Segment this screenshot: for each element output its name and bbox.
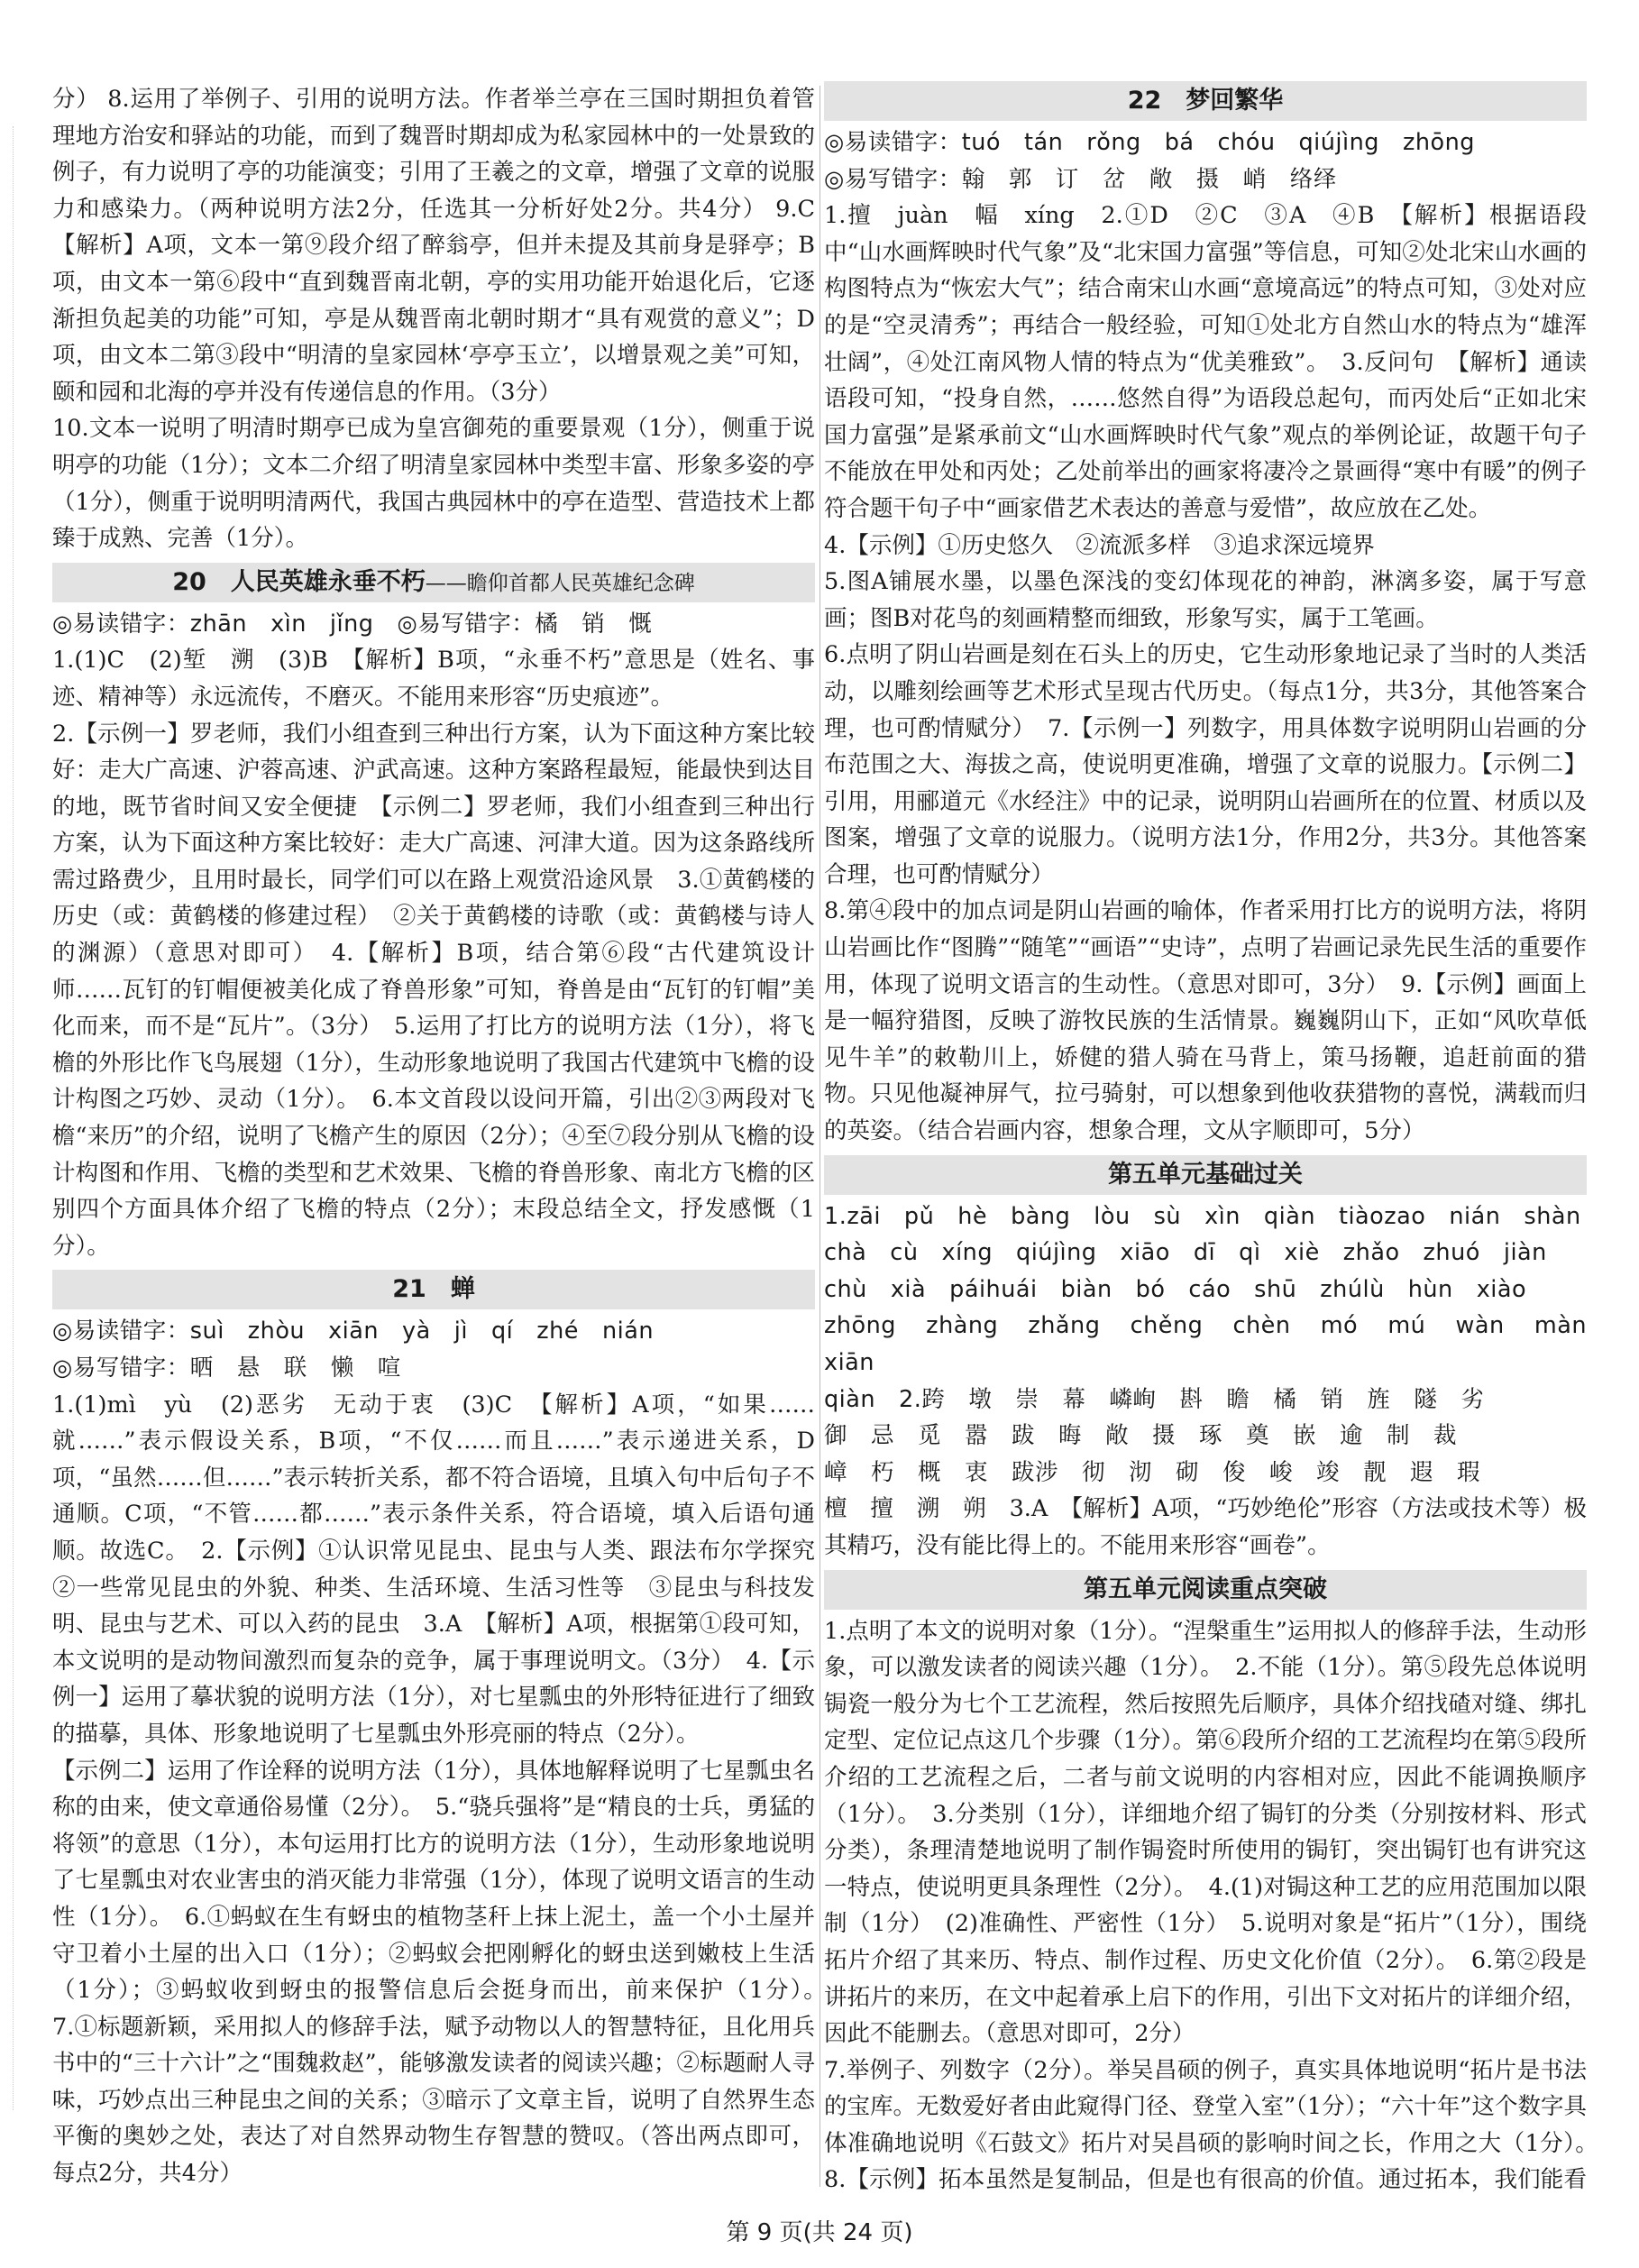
answer-text: 6.点明了阴山岩画是刻在石头上的历史，它生动形象地记录了当时的人类活动，以雕刻绘画等艺术形式呈现古代历史。（每点1分，共3分，其他答案合理，也可酌情赋分） 7.【示例一】列数字，用具体数字说明阴山岩画的分布范围之大、海拔之高，使说明更准确，增强了文章的说服力。【示例二】引用，用郦道元《水经注》中的记录，说明阴山岩画所在的位置、材质以及图案，增强了文章的说服力。（说明方法1分，作用2分，共3分。其他答案合理，也可酌情赋分） (824, 641, 1587, 888)
section-title: 第五单元阅读重点突破 (1084, 1575, 1327, 1603)
section-title: 21 蝉 (392, 1275, 475, 1304)
answer-text: 8.第④段中的加点词是阴山岩画的喻体，作者采用打比方的说明方法，将阴山岩画比作“图腾”“随笔”“画语”“史诗”，点明了岩画记录先民生活的重要作用，体现了说明文语言的生动性。（意思对即可，3分） 9.【示例】画面上是一幅狩猎图，反映了游牧民族的生活情景。巍巍阴山下，正如“风吹草低见牛羊”的敕勒川上，娇健的猎人骑在马背上，策马扬鞭，追赶前面的猎物。只见他凝神屏气，拉弓骑射，可以想象到他收获猎物的喜悦，满载而归的英姿。（结合岩画内容，想象合理，文从字顺即可，5分） (824, 897, 1587, 1145)
answer-text: 1.(1)mì yù (2)恶劣 无动于衷 (3)C 【解析】A项，“如果……就……”表示假设关系，B项，“不仅……而且……”表示递进关系，D项，“虽然……但……”表示转折关系，都不符合语境，且填入句中后句子不通顺。C项，“不管……都……”表示条件关系，符合语境，填入后语句通顺。故选C。 2.【示例】①认识常见昆虫、昆虫与人类、跟法布尔学探究 ②一些常见昆虫的外貌、种类、生活环境、生活习性等 ③昆虫与科技发明、昆虫与艺术、可以入药的昆虫 3.A 【解析】A项，根据第①段可知，本文说明的是动物间激烈而复杂的竞争，属于事理说明文。（3分） 4.【示例一】运用了摹状貌的说明方法（1分），对七星瓢虫的外形特征进行了细致的描摹，具体、形象地说明了七星瓢虫外形亮丽的特点（2分）。 (52, 1391, 815, 1748)
error-prone-writing: ◎易写错字：晒 悬 联 懒 喧 (52, 1354, 401, 1382)
character-line: 御 忌 觅 嚣 跋 晦 敞 摄 琢 奠 嵌 逾 制 裁 (824, 1422, 1458, 1450)
pinyin-line: chù xià páihuái biàn bó cáo shū zhúlù hùn xiào (824, 1275, 1527, 1303)
error-prone-reading: ◎易读错字：tuó tán rǒng bá chóu qiújìng zhōng (824, 129, 1475, 156)
section-heading-21 (52, 1270, 815, 1309)
error-prone-words: ◎易读错字：zhān xìn jǐng ◎易写错字：橘 销 慨 (52, 610, 653, 638)
pinyin-line: 1.zāi pǔ hè bàng lòu sù xìn qiàn tiàozao nián shàn (824, 1202, 1581, 1230)
section-heading-unit5-basics (824, 1155, 1587, 1195)
answer-text: 7.举例子、列数字（2分）。举吴昌硕的例子，真实具体地说明“拓片是书法的宝库。无数爱好者由此窥得门径、登堂入室”（1分）；“六十年”这个数字具体准确地说明《石鼓文》拓片对吴昌硕的影响时间之长，作用之大（1分）。 8.【示例】拓本虽然是复制品，但是也有很高的价值。通过拓本，我们能看 (824, 2056, 1587, 2194)
pinyin-line: zhōng zhàng zhǎng chěng chèn mó mú wàn màn xiān (824, 1312, 1587, 1376)
answer-text: 5.图A铺展水墨，以墨色深浅的变幻体现花的神韵，淋漓多姿，属于写意画；图B对花鸟的刻画精整而细致，形象写实，属于工笔画。 (824, 568, 1587, 632)
right-column (824, 81, 1587, 2196)
answer-text: 分） 8.运用了举例子、引用的说明方法。作者举兰亭在三国时期担负着管理地方治安和驿站的功能，而到了魏晋时期却成为私家园林中的一处景致的例子，有力说明了亭的功能演变；引用了王羲之的文章，增强了文章的说服力和感染力。（两种说明方法2分，任选其一分析好处2分。共4分） 9.C 【解析】A项，文本一第⑨段介绍了醉翁亭，但并未提及其前身是驿亭；B项，由文本一第⑥段中“直到魏晋南北朝，亭的实用功能开始退化后，它逐渐担负起美的功能”可知，亭是从魏晋南北朝时期才“具有观赏的意义”；D项，由文本二第③段中“明清的皇家园林‘亭亭玉立’，以增景观之美”可知，颐和园和北海的亭并没有传递信息的作用。（3分） (52, 86, 815, 406)
section-subtitle: ——瞻仰首都人民英雄纪念碑 (425, 571, 695, 595)
page-number: 第 9 页(共 24 页) (726, 2219, 913, 2246)
character-line: 嶂 朽 概 衷 跋涉 彻 沏 砌 俊 峻 竣 靓 遐 瑕 (824, 1458, 1481, 1486)
section-heading-20 (52, 563, 815, 602)
answer-text: 1.(1)C (2)堑 溯 (3)B 【解析】B项，“永垂不朽”意思是（姓名、事迹、精神等）永远流传，不磨灭。不能用来形容“历史痕迹”。 (52, 647, 815, 711)
character-line: qiàn 2.跨 墩 崇 幕 嶙峋 斟 瞻 橘 销 旌 隧 劣 (824, 1385, 1485, 1413)
error-prone-reading: ◎易读错字：suì zhòu xiān yà jì qí zhé nián (52, 1318, 654, 1345)
section-heading-unit5-reading (824, 1570, 1587, 1610)
answer-text: 1.擅 juàn 幅 xíng 2.①D ②C ③A ④B 【解析】根据语段中“山水画辉映时代气象”及“北宋国力富强”等信息，可知②处北宋山水画的构图特点为“恢宏大气”；结合南宋山水画“意境高远”的特点可知，③处对应的是“空灵清秀”；再结合一般经验，可知①处北方自然山水的特点为“雄浑壮阔”，④处江南风物人情的特点为“优美雅致”。 3.反问句 【解析】通读语段可知，“投身自然，……悠然自得”为语段总起句，而丙处后“正如北宋国力富强”是紧承前文“山水画辉映时代气象”观点的举例论证，故题干句子不能放在甲处和丙处；乙处前举出的画家将凄冷之景画得“寒中有暖”的例子符合题干句子中“画家借艺术表达的善意与爱惜”，故应放在乙处。 (824, 202, 1587, 522)
binding-edge (13, 126, 26, 2110)
answer-text: 1.点明了本文的说明对象（1分）。“涅槃重生”运用拟人的修辞手法，生动形象，可以激发读者的阅读兴趣（1分）。 2.不能（1分）。第⑤段先总体说明锔瓷一般分为七个工艺流程，然后按照先后顺序，具体介绍找碴对缝、绑扎定型、定位记点这几个步骤（1分）。第⑥段所介绍的工艺流程均在第⑤段所介绍的工艺流程之后，二者与前文说明的内容相对应，因此不能调换顺序（1分）。 3.分类别（1分），详细地介绍了锔钉的分类（分别按材料、形式分类），条理清楚地说明了制作锔瓷时所使用的锔钉，突出锔钉也有讲究这一特点，使说明更具条理性（2分）。 4.(1)对锔这种工艺的应用范围加以限制（1分） (2)准确性、严密性（1分） 5.说明对象是“拓片”（1分），围绕拓片介绍了其来历、特点、制作过程、历史文化价值（2分）。 6.第②段是讲拓片的来历，在文中起着承上启下的作用，引出下文对拓片的详细介绍，因此不能删去。（意思对即可，2分） (824, 1617, 1587, 2048)
error-prone-writing: ◎易写错字：翰 郭 订 岔 敞 摄 峭 络绎 (824, 165, 1337, 193)
answer-text: 2.【示例一】罗老师，我们小组查到三种出行方案，认为下面这种方案比较好：走大广高速、沪蓉高速、沪武高速。这种方案路程最短，能最快到达目的地，既节省时间又安全便捷 【示例二】罗老师，我们小组查到三种出行方案，认为下面这种方案比较好：走大广高速、河津大道。因为这条路线所需过路费少，且用时最长，同学们可以在路上观赏沿途风景 3.①黄鹤楼的历史（或：黄鹤楼的修建过程） ②关于黄鹤楼的诗歌（或：黄鹤楼与诗人的渊源）（意思对即可） 4.【解析】B项，结合第⑥段“古代建筑设计师……瓦钉的钉帽便被美化成了脊兽形象”可知，脊兽是由“瓦钉的钉帽”美化而来，而不是“瓦片”。（3分） 5.运用了打比方的说明方法（1分），将飞檐的外形比作飞鸟展翅（1分），生动形象地说明了我国古代建筑中飞檐的设计构图之巧妙、灵动（1分）。 6.本文首段以设问开篇，引出②③两段对飞檐“来历”的介绍，说明了飞檐产生的原因（2分）；④至⑦段分别从飞檐的设计构图和作用、飞檐的类型和艺术效果、飞檐的脊兽形象、南北方飞檐的区别四个方面具体介绍了飞檐的特点（2分）；末段总结全文，抒发感慨（1分）。 (52, 720, 815, 1260)
pinyin-line: chà cù xíng qiújìng xiāo dī qì xiè zhǎo zhuó jiàn (824, 1239, 1547, 1267)
section-title: 第五单元基础过关 (1108, 1160, 1303, 1189)
section-title: 22 梦回繁华 (1127, 87, 1284, 115)
answer-text: 【示例二】运用了作诠释的说明方法（1分），具体地解释说明了七星瓢虫名称的由来，使文章通俗易懂（2分）。 5.“骁兵强将”是“精良的士兵，勇猛的将领”的意思（1分），本句运用打比方的说明方法（1分），生动形象地说明了七星瓢虫对农业害虫的消灭能力非常强（1分），体现了说明文语言的生动性（1分）。 6.①蚂蚁在生有蚜虫的植物茎秆上抹上泥土，盖一个小土屋并守卫着小土屋的出入口（1分）；②蚂蚁会把刚孵化的蚜虫送到嫩枝上生活（1分）；③蚂蚁收到蚜虫的报警信息后会挺身而出，前来保护（1分）。 7.①标题新颖，采用拟人的修辞手法，赋予动物以人的智慧特征，且化用兵书中的“三十六计”之“围魏救赵”，能够激发读者的阅读兴趣；②标题耐人寻味，巧妙点出三种昆虫之间的关系；③暗示了文章主旨，说明了自然界生态平衡的奥妙之处，表达了对自然界动物生存智慧的赞叹。（答出两点即可，每点2分，共4分） (52, 1757, 815, 2188)
section-title: 20 人民英雄永垂不朽 (172, 567, 426, 596)
answer-text: 檀 擅 溯 朔 3.A 【解析】A项，“巧妙绝伦”形容（方法或技术等）极其精巧，没有能比得上的。不能用来形容“画卷”。 (824, 1495, 1587, 1559)
section-heading-22 (824, 81, 1587, 121)
answer-text: 4.【示例】①历史悠久 ②流派多样 ③追求深远境界 (824, 531, 1375, 559)
left-column (52, 81, 815, 2196)
answer-text: 10.文本一说明了明清时期亭已成为皇宫御苑的重要景观（1分），侧重于说明亭的功能（1分）；文本二介绍了明清皇家园林中类型丰富、形象多姿的亭（1分），侧重于说明明清两代，我国古典园林中的亭在造型、营造技术上都臻于成熟、完善（1分）。 (52, 415, 815, 553)
